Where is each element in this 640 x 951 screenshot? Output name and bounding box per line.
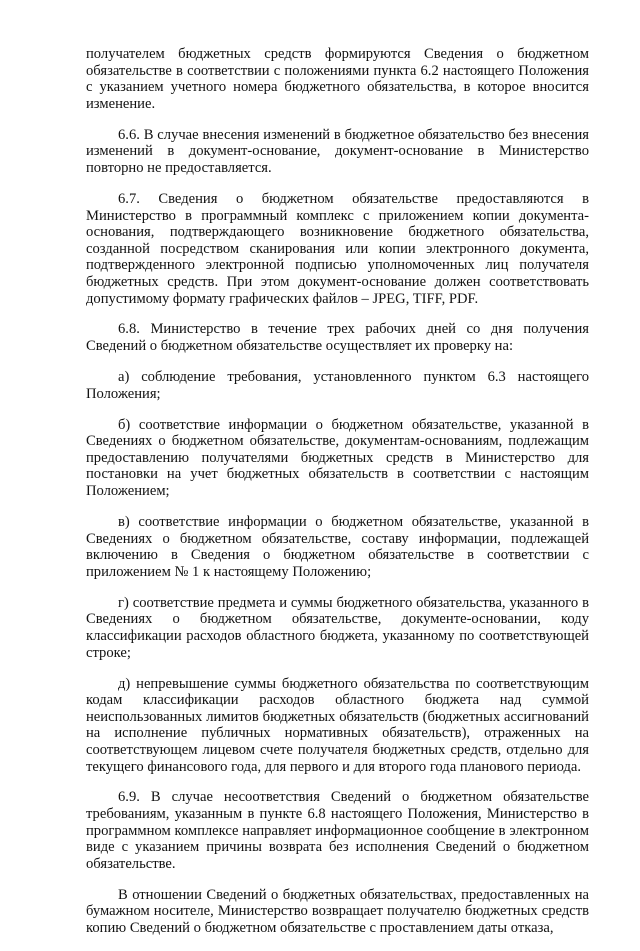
paragraph-6-9: 6.9. В случае несоответствия Сведений о бюджетном обязательстве требованиям, указанным в пункте 6.8 настоящего Положения, Министерство в программном комплексе направляет информационное сообщение в электронном виде с указанием причины возврата без исполнения Сведений о бюджетном обязательстве. <box>86 789 589 872</box>
document-page <box>86 46 589 951</box>
list-item-v: в) соответствие информации о бюджетном обязательстве, указанной в Сведениях о бюджетном обязательстве, составу информации, подлежащей включению в Сведения о бюджетном обязательстве в соответствии с приложением № 1 к настоящему Положению; <box>86 514 589 580</box>
list-item-a: а) соблюдение требования, установленного пунктом 6.3 настоящего Положения; <box>86 369 589 402</box>
paragraph-continuation: получателем бюджетных средств формируются Сведения о бюджетном обязательстве в соответствии с положениями пункта 6.2 настоящего Положения с указанием учетного номера бюджетного обязательства, в которое вносится изменение. <box>86 46 589 112</box>
list-item-d: д) непревышение суммы бюджетного обязательства по соответствующим кодам классификации расходов областного бюджета над суммой неиспользованных лимитов бюджетных обязательств (бюджетных ассигнований на исполнение публичных нормативных обязательств), отраженных на соответствующем лицевом счете получателя бюджетных средств, отдельно для текущего финансового года, для первого и для второго года планового периода. <box>86 675 589 775</box>
paragraph-6-6: 6.6. В случае внесения изменений в бюджетное обязательство без внесения изменений в документ-основание, документ-основание в Министерство повторно не предоставляется. <box>86 126 589 176</box>
list-item-g: г) соответствие предмета и суммы бюджетного обязательства, указанного в Сведениях о бюджетном обязательстве, документе-основании, коду классификации расходов областного бюджета, указанному по соответствующей строке; <box>86 594 589 661</box>
paragraph-6-8: 6.8. Министерство в течение трех рабочих дней со дня получения Сведений о бюджетном обязательстве осуществляет их проверку на: <box>86 321 589 355</box>
paragraph-paper-return: В отношении Сведений о бюджетных обязательствах, предоставленных на бумажном носителе, Министерство возвращает получателю бюджетных средств копию Сведений о бюджетном обязательстве с проставлением даты отказа, <box>86 886 589 937</box>
paragraph-6-7: 6.7. Сведения о бюджетном обязательстве предоставляются в Министерство в программный комплекс с приложением копии документа-основания, подтверждающего возникновение бюджетного обязательства, созданной посредством сканирования или копии электронного документа, подтвержденного электронной подписью уполномоченных лиц получателя бюджетных средств. При этом документ-основание должен соответствовать допустимому формату графических файлов – JPEG, TIFF, PDF. <box>86 190 589 307</box>
list-item-b: б) соответствие информации о бюджетном обязательстве, указанной в Сведениях о бюджетном обязательстве, документам-основаниям, подлежащим предоставлению получателями бюджетных средств в Министерство для постановки на учет бюджетных обязательств в соответствии с настоящим Положением; <box>86 416 589 500</box>
